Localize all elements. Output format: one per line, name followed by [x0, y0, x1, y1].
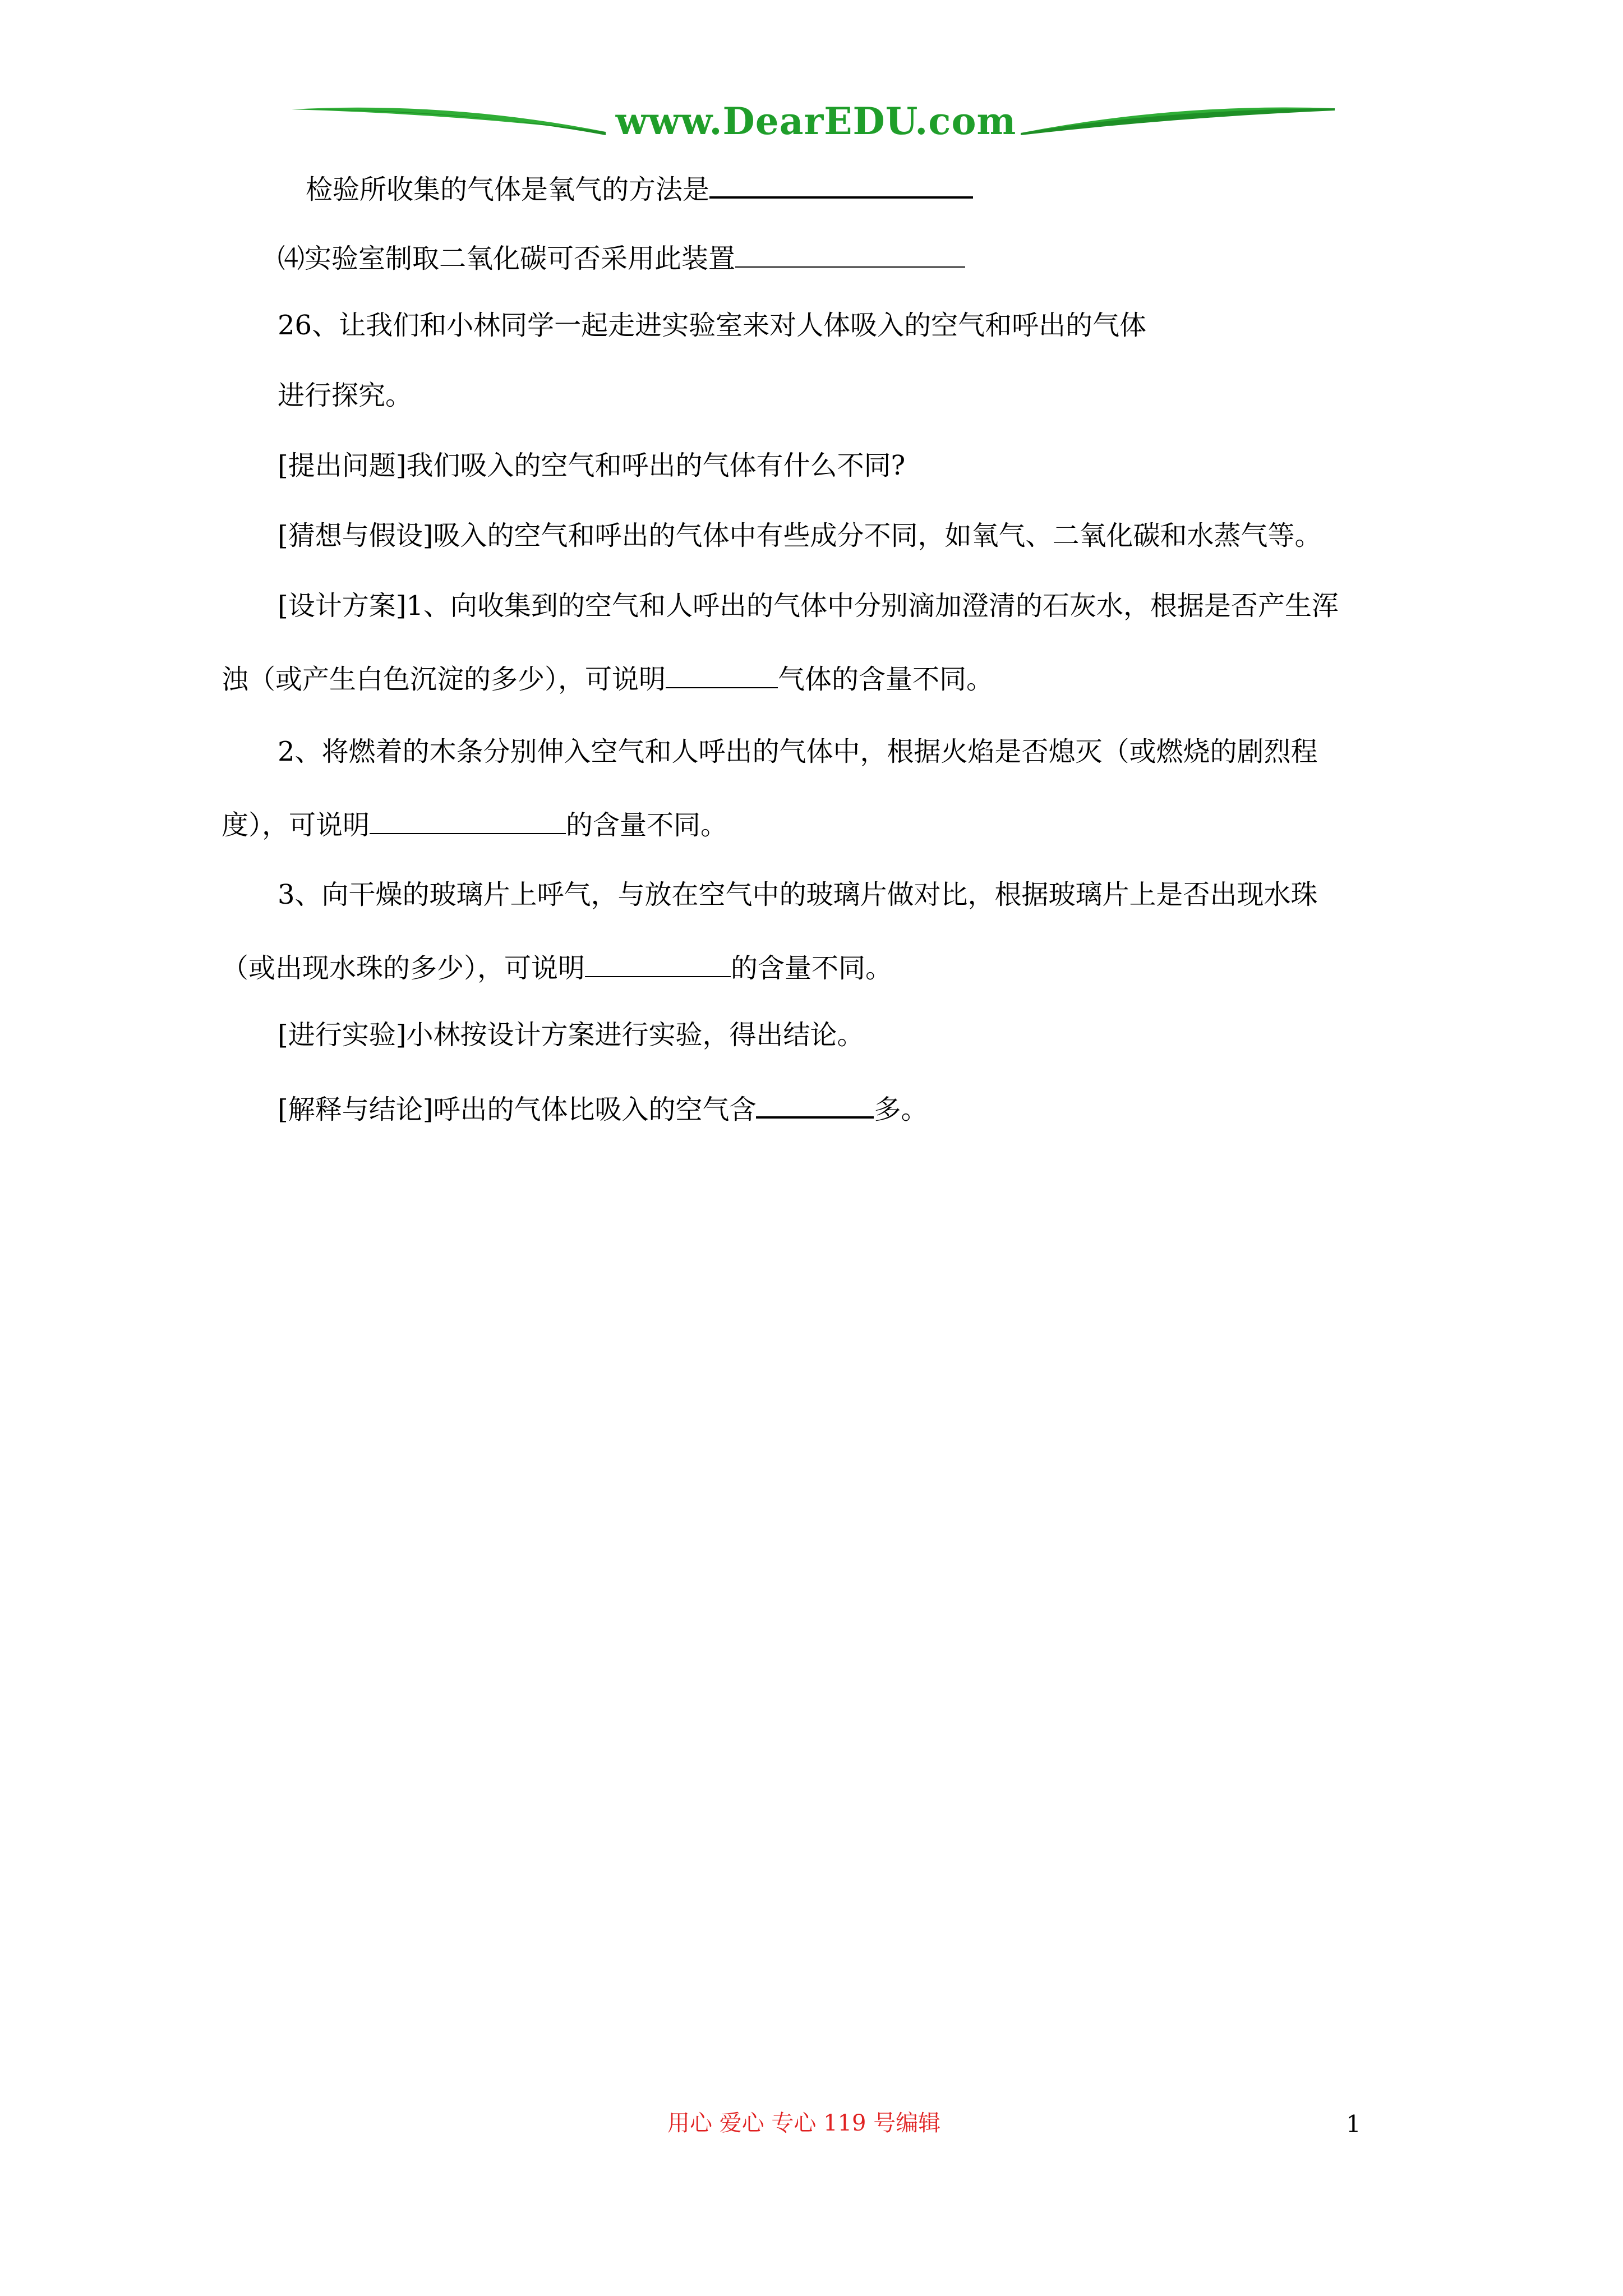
left-swoosh — [292, 108, 606, 132]
line-text: 26、让我们和小林同学一起走进实验室来对人体吸入的空气和呼出的气体 — [278, 310, 1147, 341]
line-text: 的含量不同。 — [566, 809, 728, 841]
line-text: [猜想与假设]吸入的空气和呼出的气体中有些成分不同，如氧气、二氧化碳和水蒸气等。 — [278, 520, 1322, 551]
line-text: 3、向干燥的玻璃片上呼气，与放在空气中的玻璃片做对比，根据玻璃片上是否出现水珠 — [278, 879, 1318, 910]
text-line — [278, 449, 905, 482]
answer-blank[interactable] — [735, 238, 965, 268]
line-text: 度），可说明 — [222, 809, 370, 841]
line-text: [解释与结论]呼出的气体比吸入的空气含 — [278, 1094, 757, 1125]
text-line — [278, 519, 1321, 553]
text-line — [222, 805, 727, 842]
line-text: 多。 — [874, 1094, 928, 1125]
answer-blank[interactable] — [756, 1088, 874, 1119]
page-number: 1 — [1346, 2110, 1361, 2138]
text-line — [222, 948, 892, 985]
text-line — [278, 1088, 928, 1126]
answer-blank[interactable] — [585, 948, 731, 977]
text-line — [278, 735, 1318, 769]
line-text: （或出现水珠的多少），可说明 — [222, 953, 585, 984]
line-text: [设计方案]1、向收集到的空气和人呼出的气体中分别滴加澄清的石灰水，根据是否产生浑 — [278, 590, 1339, 622]
line-text: 检验所收集的气体是氧气的方法是 — [306, 174, 710, 205]
text-line — [222, 659, 993, 696]
line-text: 进行探究。 — [278, 380, 413, 411]
answer-blank[interactable] — [709, 168, 973, 199]
text-line — [278, 309, 1146, 342]
answer-blank[interactable] — [370, 805, 566, 834]
line-text: 气体的含量不同。 — [778, 664, 994, 695]
line-text: 的含量不同。 — [731, 953, 893, 984]
line-text: [进行实验]小林按设计方案进行实验，得出结论。 — [278, 1019, 864, 1051]
line-text: [提出问题]我们吸入的空气和呼出的气体有什么不同? — [278, 450, 906, 481]
footer-text: 用心 爱心 专心 119 号编辑 — [667, 2110, 941, 2136]
line-text: 浊（或产生白色沉淀的多少），可说明 — [222, 664, 666, 695]
text-line — [278, 589, 1339, 623]
text-line — [278, 238, 965, 275]
line-text: 2、将燃着的木条分别伸入空气和人呼出的气体中，根据火焰是否熄灭（或燃烧的剧烈程 — [278, 736, 1318, 767]
text-line — [306, 168, 973, 206]
text-line — [278, 1018, 864, 1052]
answer-blank[interactable] — [666, 659, 778, 688]
text-line — [278, 379, 412, 412]
header-logo-text: www.DearEDU.com — [615, 99, 1017, 143]
line-text: ⑷实验室制取二氧化碳可否采用此装置 — [278, 243, 736, 274]
text-line — [278, 878, 1318, 912]
